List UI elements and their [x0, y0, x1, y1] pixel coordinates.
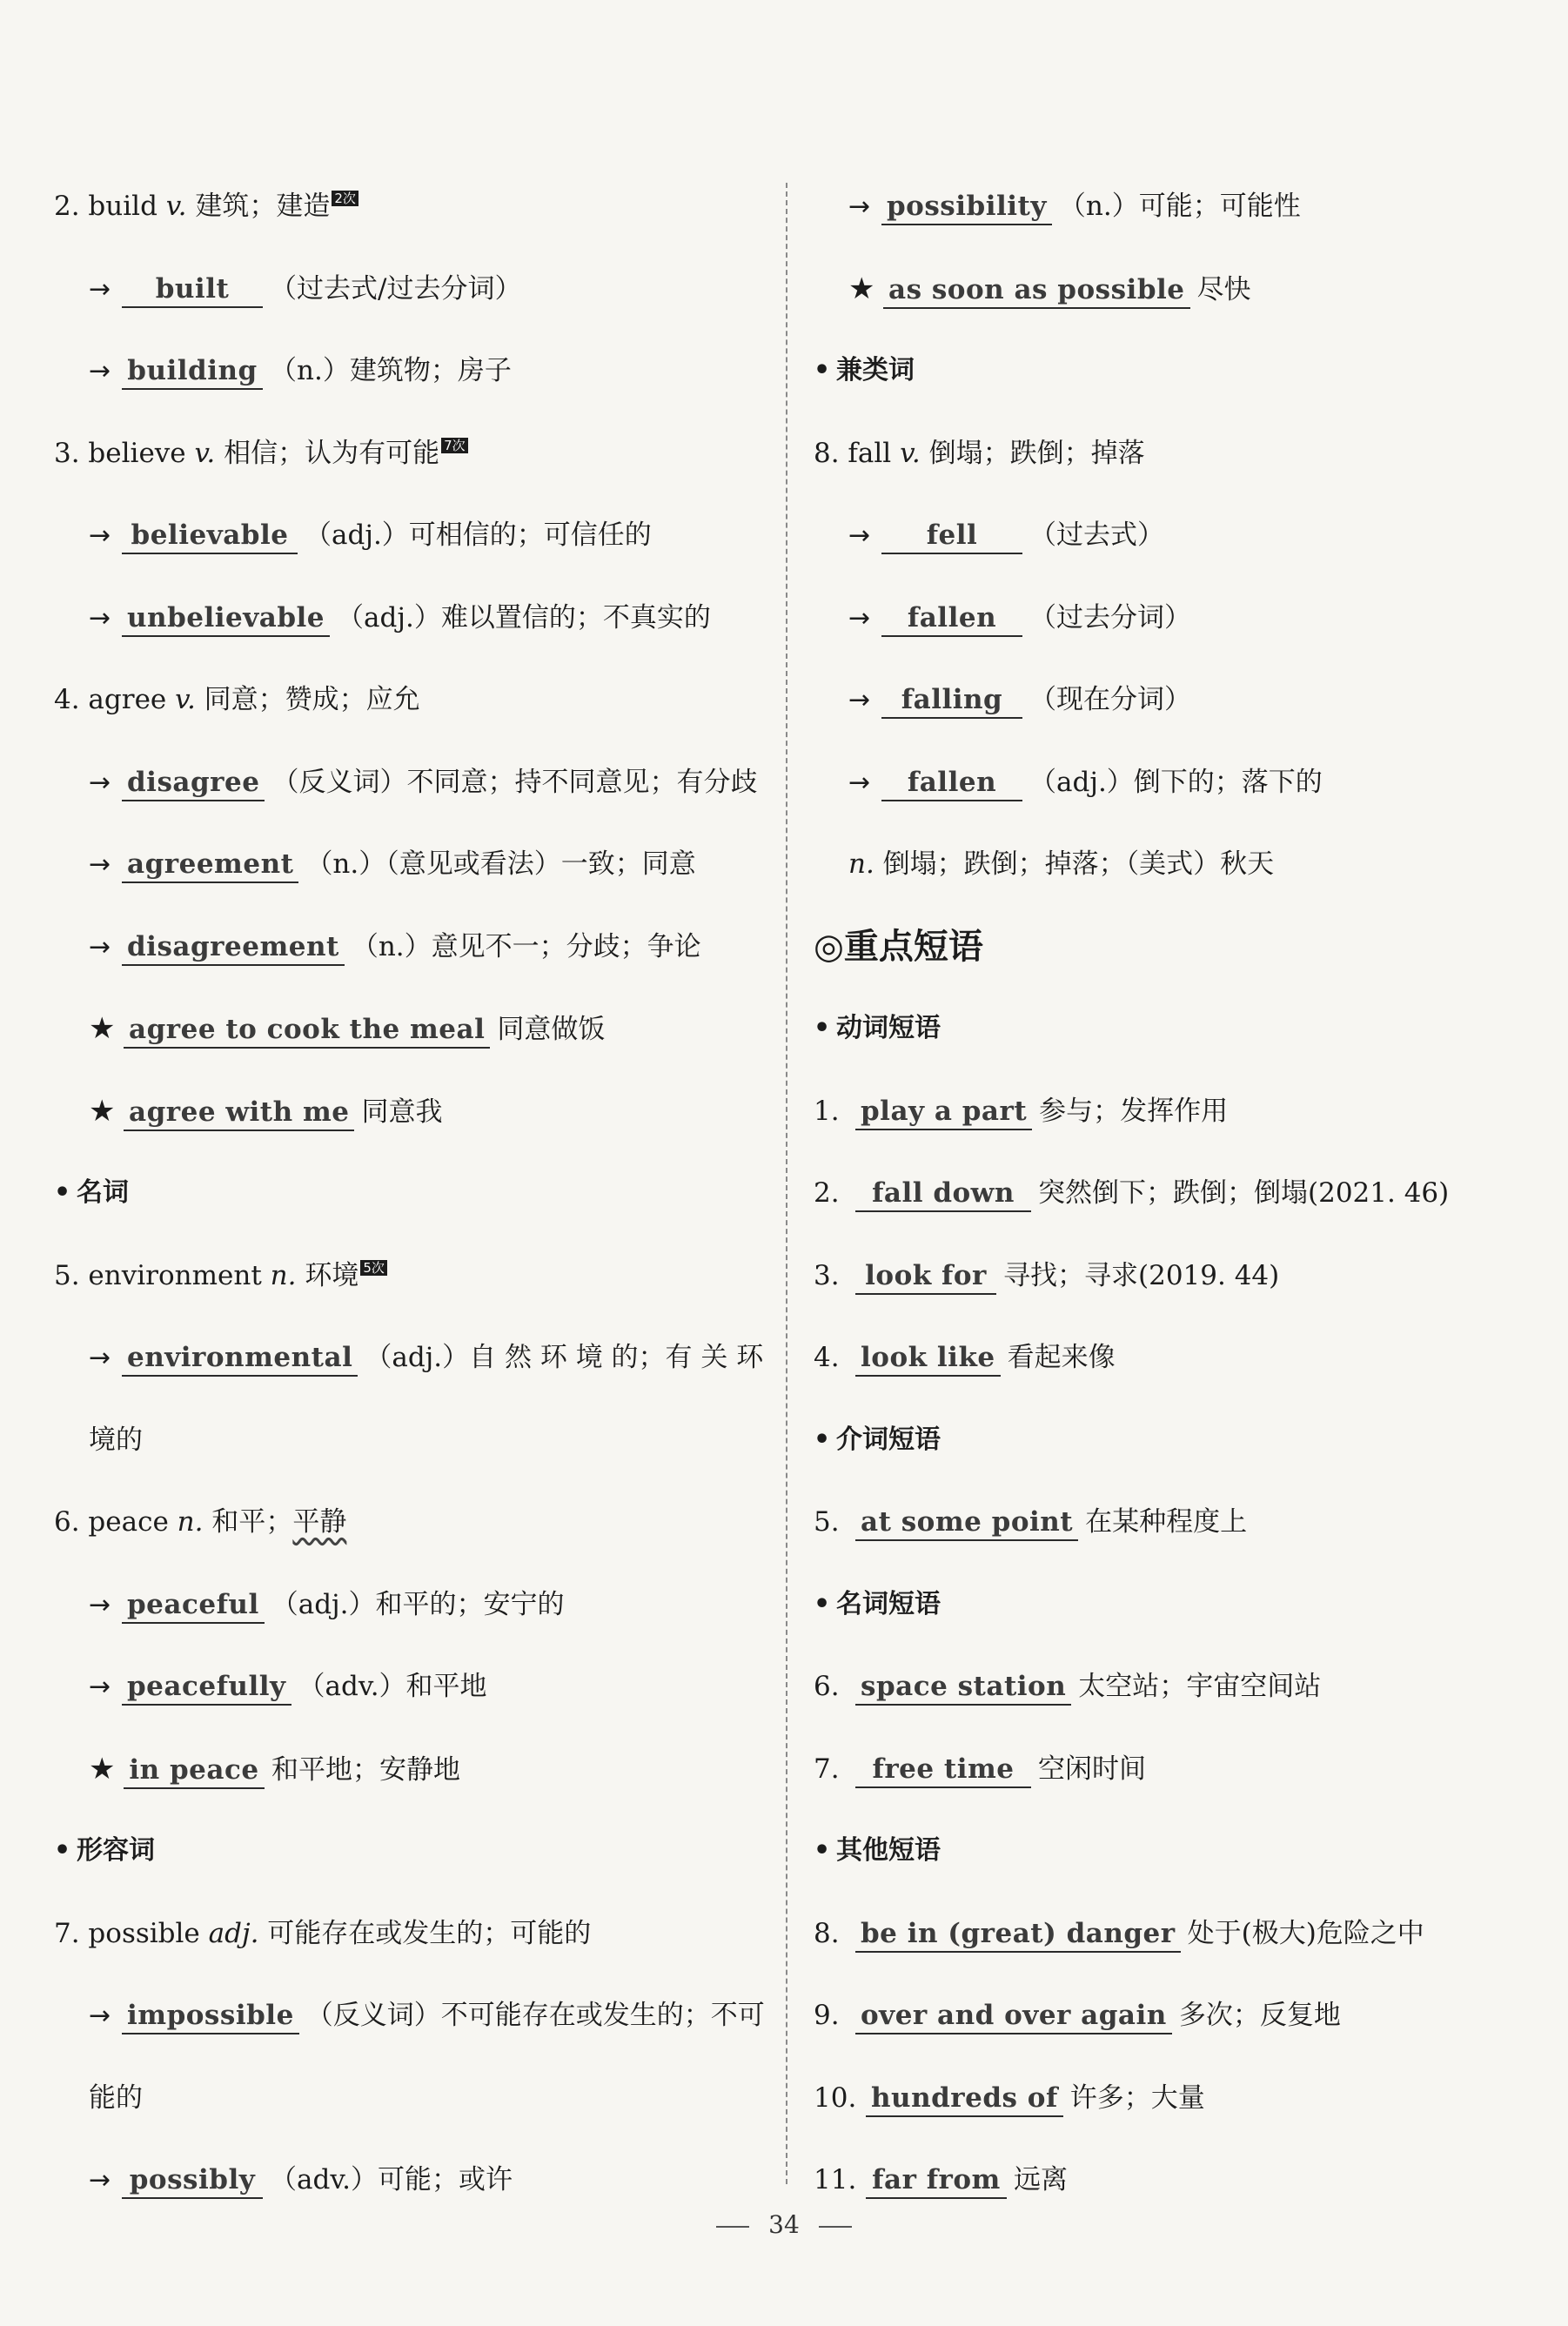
arrow-icon: → [89, 1589, 111, 1620]
answer-blank: in peace [124, 1753, 265, 1789]
phrase-item: 7. free time 空闲时间 [814, 1728, 1527, 1811]
arrow-icon: → [89, 273, 111, 305]
phrase-item: 2. fall down 突然倒下；跌倒；倒塌(2021. 46) [814, 1152, 1527, 1235]
bullet-icon: • [814, 1013, 831, 1043]
arrow-icon: → [89, 2001, 111, 2031]
category-heading: • 介词短语 [814, 1399, 1527, 1482]
footer-rule [716, 2226, 749, 2228]
arrow-icon: → [848, 520, 871, 551]
answer-blank: environmental [122, 1340, 358, 1377]
answer-blank: play a part [855, 1094, 1032, 1130]
answer-blank: possibly [122, 2162, 263, 2199]
noun-meaning-line: n. 倒塌；跌倒；掉落；（美式）秋天 [848, 848, 1275, 880]
category-heading: • 名词短语 [814, 1564, 1527, 1646]
star-icon: ★ [89, 1093, 116, 1129]
category-heading: • 兼类词 [814, 330, 1527, 412]
answer-blank: look like [855, 1340, 1001, 1377]
phrase-item: 5. at some point 在某种程度上 [814, 1481, 1527, 1564]
footer-rule [819, 2226, 852, 2228]
phrase-line: ★ in peace 和平地；安静地 [54, 1728, 767, 1811]
answer-blank: agree to cook the meal [124, 1012, 490, 1049]
arrow-icon: → [848, 685, 871, 715]
answer-blank: fell [881, 518, 1022, 554]
category-heading: • 形容词 [54, 1810, 767, 1893]
bullet-icon: • [814, 1424, 831, 1455]
answer-blank: free time [855, 1752, 1031, 1788]
derivative-line: → unbelievable （adj.）难以置信的；不真实的 [54, 577, 767, 660]
category-heading: • 名词 [54, 1152, 767, 1235]
arrow-icon: → [848, 191, 871, 222]
answer-blank: hundreds of [866, 2081, 1063, 2117]
derivative-line: → falling （现在分词） [814, 659, 1527, 741]
phrase-line: ★ as soon as possible 尽快 [814, 248, 1527, 331]
left-column [54, 165, 767, 2222]
arrow-icon: → [89, 356, 111, 386]
bullet-icon: • [54, 1177, 71, 1208]
section-heading: ◎重点短语 [814, 926, 983, 967]
answer-blank: fallen [881, 765, 1022, 801]
page-footer [0, 2210, 1568, 2239]
entry-peace: 6. peace n. 和平；平静 [54, 1506, 347, 1538]
answer-blank: agree with me [124, 1095, 354, 1131]
answer-blank: space station [855, 1669, 1071, 1706]
answer-blank: peacefully [122, 1669, 291, 1706]
answer-blank: unbelievable [122, 600, 330, 637]
arrow-icon: → [89, 767, 111, 798]
star-icon: ★ [89, 1011, 116, 1046]
arrow-icon: → [89, 520, 111, 551]
entry-possible: 7. possible adj. 可能存在或发生的；可能的 [54, 1917, 592, 1949]
phrase-item: 4. look like 看起来像 [814, 1317, 1527, 1399]
entry-believe: 3. believe v. 相信；认为有可能 7次 [54, 412, 767, 495]
arrow-icon: → [89, 2165, 111, 2195]
arrow-icon: → [848, 767, 871, 798]
derivative-line: → building （n.）建筑物；房子 [54, 330, 767, 412]
answer-blank: disagreement [122, 929, 345, 966]
derivative-line: → fell （过去式） [814, 494, 1527, 577]
entry-fall: 8. fall v. 倒塌；跌倒；掉落 [814, 437, 1145, 469]
derivative-line: → built （过去式/过去分词） [54, 248, 767, 331]
answer-blank: fallen [881, 600, 1022, 637]
derivative-line: → fallen （adj.）倒下的；落下的 [814, 741, 1527, 824]
answer-blank: over and over again [855, 1998, 1172, 2034]
phrase-item: 8. be in (great) danger 处于(极大)危险之中 [814, 1893, 1527, 1975]
derivative-line: → agreement （n.）（意见或看法）一致；同意 [54, 823, 767, 906]
derivative-line: → possibility （n.）可能；可能性 [814, 165, 1527, 248]
phrase-item: 10. hundreds of 许多；大量 [814, 2057, 1527, 2140]
frequency-badge: 5次 [360, 1260, 387, 1276]
derivative-line: → possibly （adv.）可能；或许 [54, 2139, 767, 2222]
answer-blank: as soon as possible [883, 272, 1190, 309]
continuation-line: 能的 [89, 2081, 143, 2114]
bullet-icon: • [54, 1835, 71, 1866]
column-divider [786, 183, 787, 2184]
answer-blank: building [122, 353, 263, 390]
emphasized-meaning: 平静 [292, 1506, 347, 1538]
arrow-icon: → [89, 1343, 111, 1373]
right-column [814, 165, 1527, 2222]
derivative-line: → impossible （反义词）不可能存在或发生的；不可 [54, 1974, 767, 2057]
derivative-line: → peacefully （adv.）和平地 [54, 1646, 767, 1728]
category-heading: • 其他短语 [814, 1810, 1527, 1893]
bullet-icon: • [814, 1588, 831, 1619]
arrow-icon: → [89, 931, 111, 962]
star-icon: ★ [848, 271, 875, 306]
star-icon: ★ [89, 1751, 116, 1786]
phrase-item: 3. look for 寻找；寻求(2019. 44) [814, 1235, 1527, 1317]
entry-agree: 4. agree v. 同意；赞成；应允 [54, 684, 420, 715]
phrase-item: 6. space station 太空站；宇宙空间站 [814, 1646, 1527, 1728]
arrow-icon: → [89, 849, 111, 880]
answer-blank: fall down [855, 1176, 1031, 1212]
arrow-icon: → [89, 602, 111, 633]
phrase-line: ★ agree to cook the meal 同意做饭 [54, 988, 767, 1070]
page-number: 34 [768, 2210, 800, 2239]
arrow-icon: → [848, 602, 871, 633]
phrase-item: 1. play a part 参与；发挥作用 [814, 1070, 1527, 1153]
derivative-line: → environmental （adj.）自 然 环 境 的；有 关 环 [54, 1317, 767, 1399]
frequency-badge: 2次 [332, 191, 358, 206]
phrase-item: 9. over and over again 多次；反复地 [814, 1974, 1527, 2057]
answer-blank: impossible [122, 1998, 299, 2034]
answer-blank: agreement [122, 847, 298, 883]
frequency-badge: 7次 [441, 438, 468, 453]
answer-blank: at some point [855, 1505, 1078, 1541]
derivative-line: → peaceful （adj.）和平的；安宁的 [54, 1564, 767, 1646]
derivative-line: → disagree （反义词）不同意；持不同意见；有分歧 [54, 741, 767, 824]
answer-blank: disagree [122, 765, 265, 801]
answer-blank: peaceful [122, 1587, 265, 1624]
bullet-icon: • [814, 355, 831, 385]
category-heading: • 动词短语 [814, 988, 1527, 1070]
derivative-line: → believable （adj.）可相信的；可信任的 [54, 494, 767, 577]
answer-blank: far from [866, 2162, 1007, 2199]
answer-blank: possibility [881, 189, 1052, 225]
answer-blank: be in (great) danger [855, 1916, 1181, 1953]
phrase-item: 11. far from 远离 [814, 2139, 1527, 2222]
derivative-line: → fallen （过去分词） [814, 577, 1527, 660]
answer-blank: look for [855, 1258, 996, 1295]
continuation-line: 境的 [89, 1424, 143, 1456]
derivative-line: → disagreement （n.）意见不一；分歧；争论 [54, 906, 767, 989]
answer-blank: believable [122, 518, 298, 554]
answer-blank: falling [881, 682, 1022, 719]
entry-environment: 5. environment n. 环境 5次 [54, 1235, 767, 1317]
bullet-icon: • [814, 1835, 831, 1866]
phrase-line: ★ agree with me 同意我 [54, 1070, 767, 1153]
entry-build: 2. build v. 建筑；建造 2次 [54, 165, 767, 248]
arrow-icon: → [89, 1672, 111, 1702]
answer-blank: built [122, 271, 263, 308]
